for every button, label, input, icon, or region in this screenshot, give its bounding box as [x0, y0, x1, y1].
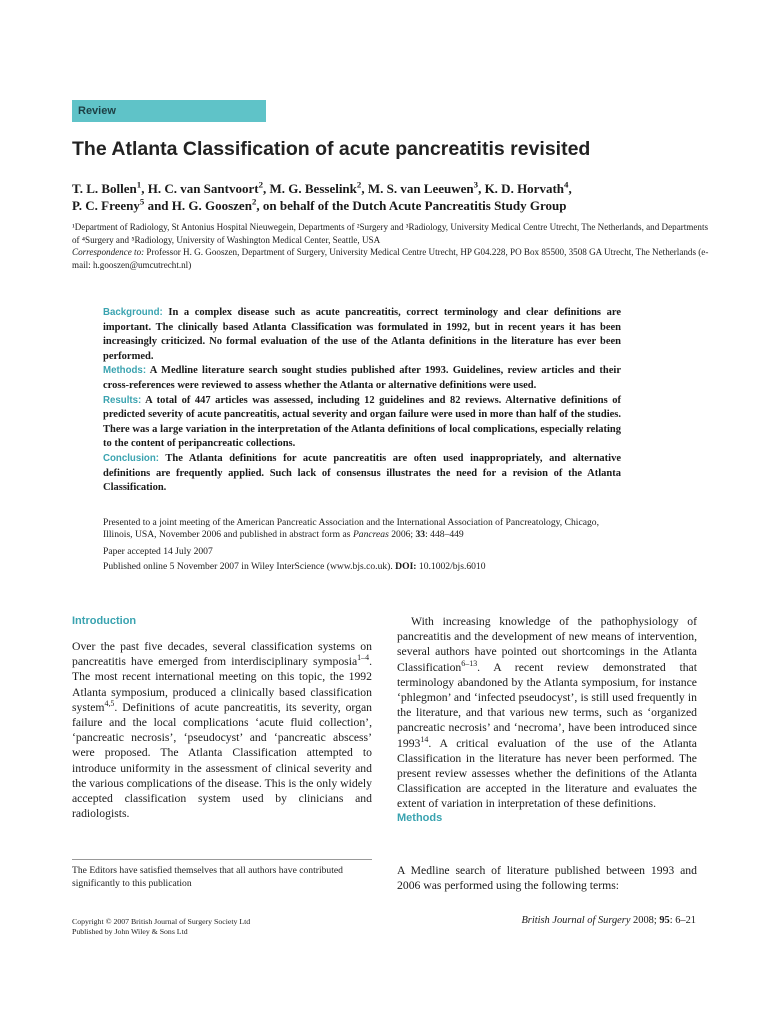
conclusion-text: The Atlanta definitions for acute pancreatitis are often used inappropriately, and alternative definitions are frequently applied. Such lack of consensus illustrates the need for a revision of the Atlanta Classification.: [103, 452, 621, 494]
methods-text: A Medline literature search sought studies published after 1993. Guidelines, review articles and their cross-references were reviewed to assess whether the Atlanta or alternative definitions were used.: [103, 365, 621, 391]
introduction-paragraph-2: [397, 614, 697, 812]
abstract-methods: [103, 364, 621, 393]
journal-pages: : 6–21: [669, 915, 696, 926]
affil-sup: 2: [356, 179, 362, 190]
copyright-line: Copyright © 2007 British Journal of Surgery Society Ltd: [72, 917, 251, 926]
presentation-note: [103, 517, 623, 542]
citation-sup: 14: [420, 734, 429, 744]
intro-p1-text: . The most recent international meeting on this topic, the 1992 Atlanta symposium, produced a clinically based classification system: [72, 655, 372, 714]
author-name: , M. S. van Leeuwen: [361, 181, 474, 196]
presented-volume: 33: [415, 529, 426, 541]
author-line-2: [72, 197, 712, 214]
citation-sup: 1–4: [357, 653, 370, 663]
methods-heading: Methods: [397, 812, 443, 824]
publisher-line: Published by John Wiley & Sons Ltd: [72, 927, 188, 937]
affiliations: [72, 221, 712, 271]
background-label: Background:: [103, 307, 163, 318]
editors-note: The Editors have satisfied themselves that all authors have contributed significantly to this publication: [72, 865, 343, 889]
conclusion-label: Conclusion:: [103, 452, 159, 464]
presented-pages: : 448–449: [425, 529, 464, 541]
results-label: Results:: [103, 394, 142, 406]
correspondence-label: Correspondence to:: [72, 247, 145, 258]
correspondence-text: Professor H. G. Gooszen, Department of Surgery, University Medical Centre Utrecht, HP G04.228, PO Box 85500, 3508 GA Utrecht, The Netherlands (e-mail: h.gooszen@umcutrecht.nl): [72, 247, 709, 270]
presented-text: Presented to a joint meeting of the American Pancreatic Association and the International Association of Pancreatology, Chicago, Illinois, USA, November 2006 and published in abstract form as: [103, 517, 599, 541]
abstract-results: [103, 394, 621, 452]
citation-sup: 4,5: [104, 698, 115, 708]
published-note: [103, 561, 623, 572]
author-name: , H. C. van Santvoort: [141, 181, 259, 196]
journal-volume: 95: [659, 915, 670, 926]
correspondence: [72, 246, 712, 271]
affil-sup: 3: [473, 179, 479, 190]
author-name: and H. G. Gooszen: [144, 198, 252, 213]
affiliation-text: ¹Department of Radiology, St Antonius Hospital Nieuwegein, Departments of ²Surgery and ³Radiology, University Medical Centre Utrecht, The Netherlands, and Departments of ⁴Surgery and ⁵Radiology, University of Washington Medical Center, Seattle, USA: [72, 222, 709, 245]
abstract: [103, 306, 621, 496]
copyright-block: [72, 917, 250, 938]
introduction-heading: Introduction: [72, 615, 137, 627]
doi-label: DOI:: [395, 561, 417, 572]
doi-value[interactable]: 10.1002/bjs.6010: [416, 561, 486, 572]
author-name: P. C. Freeny: [72, 198, 140, 213]
affil-sup: 1: [136, 179, 142, 190]
affil-sup: 5: [139, 196, 145, 207]
presented-journal: Pancreas: [352, 529, 389, 541]
affil-sup: 4: [564, 179, 569, 190]
author-name: , K. D. Horvath: [478, 181, 565, 196]
footnote-divider: [72, 859, 372, 860]
citation-sup: 6–13: [461, 658, 478, 668]
intro-p1-text: . Definitions of acute pancreatitis, its severity, organ failure and the local complications ‘acute fluid collection’, ‘pancreatic necrosis’, ‘pseudocyst’ and ‘pancreatic abscess’ were proposed. The Atlanta Classification attempted to introduce uniformity in the assessment of clinical severity and the various complications of the disease. This is the only widely accepted classification system used by clinicians and radiologists.: [72, 700, 372, 821]
journal-reference: [470, 915, 696, 926]
presented-year: 2006;: [388, 529, 416, 541]
author-name: T. L. Bollen: [72, 181, 137, 196]
author-list: [72, 180, 712, 214]
abstract-background: [103, 306, 621, 364]
study-group: , on behalf of the Dutch Acute Pancreatitis Study Group: [256, 198, 567, 213]
methods-paragraph: A Medline search of literature published between 1993 and 2006 was performed using the following terms:: [397, 864, 697, 893]
intro-p2-text: . A recent review demonstrated that terminology abandoned by the Atlanta symposium, for instance ‘phlegmon’ and ‘infected pseudocyst’, is still used frequently in the literature, and that various new terms, such as ‘organized pancreatic necrosis’ and ‘necroma’, have been introduced since 1993: [397, 660, 697, 750]
methods-label: Methods:: [103, 365, 147, 377]
author-name: , M. G. Besselink: [263, 181, 357, 196]
affil-sup: 2: [251, 196, 257, 207]
introduction-paragraph-1: [72, 639, 372, 821]
background-text: In a complex disease such as acute pancreatitis, correct terminology and clear definitions are important. The clinically based Atlanta Classification was formulated in 1992, but in recent years it has been increasingly criticized. No formal evaluation of the use of the Atlanta definitions in the literature has ever been performed.: [103, 307, 621, 362]
author-line-1: [72, 180, 712, 197]
intro-p2: [397, 614, 697, 812]
intro-p1-text: Over the past five decades, several classification systems on pancreatitis have emerged from interdisciplinary symposia: [72, 640, 372, 669]
section-tag: Review: [72, 100, 266, 122]
affil-sup: 2: [258, 179, 263, 190]
journal-name: British Journal of Surgery: [521, 915, 631, 926]
accepted-date: Paper accepted 14 July 2007: [103, 546, 213, 557]
intro-p2-text: With increasing knowledge of the pathophysiology of pancreatitis and the development of new means of intervention, several authors have pointed out shortcomings in the Atlanta Classification: [397, 615, 697, 674]
article-title: The Atlanta Classification of acute pancreatitis revisited: [72, 138, 591, 160]
results-text: A total of 447 articles was assessed, including 12 guidelines and 82 reviews. Alternative definitions of predicted severity of acute pancreatitis, actual severity and organ failure were used in more than half of the studies. There was a large variation in the interpretation of the Atlanta definitions of local complications, especially relating to the content of peripancreatic collections.: [103, 394, 621, 450]
abstract-conclusion: [103, 452, 621, 496]
intro-p2-text: . A critical evaluation of the use of the Atlanta Classification in the literature has never been performed. The present review assesses whether the definitions of the Atlanta Classification are accepted in the literature and evaluates the extent of variation in interpretation of these definitions.: [397, 736, 697, 811]
journal-year: 2008;: [630, 915, 660, 926]
published-text: Published online 5 November 2007 in Wiley InterScience (www.bjs.co.uk).: [103, 561, 396, 572]
author-sep: ,: [568, 181, 572, 196]
